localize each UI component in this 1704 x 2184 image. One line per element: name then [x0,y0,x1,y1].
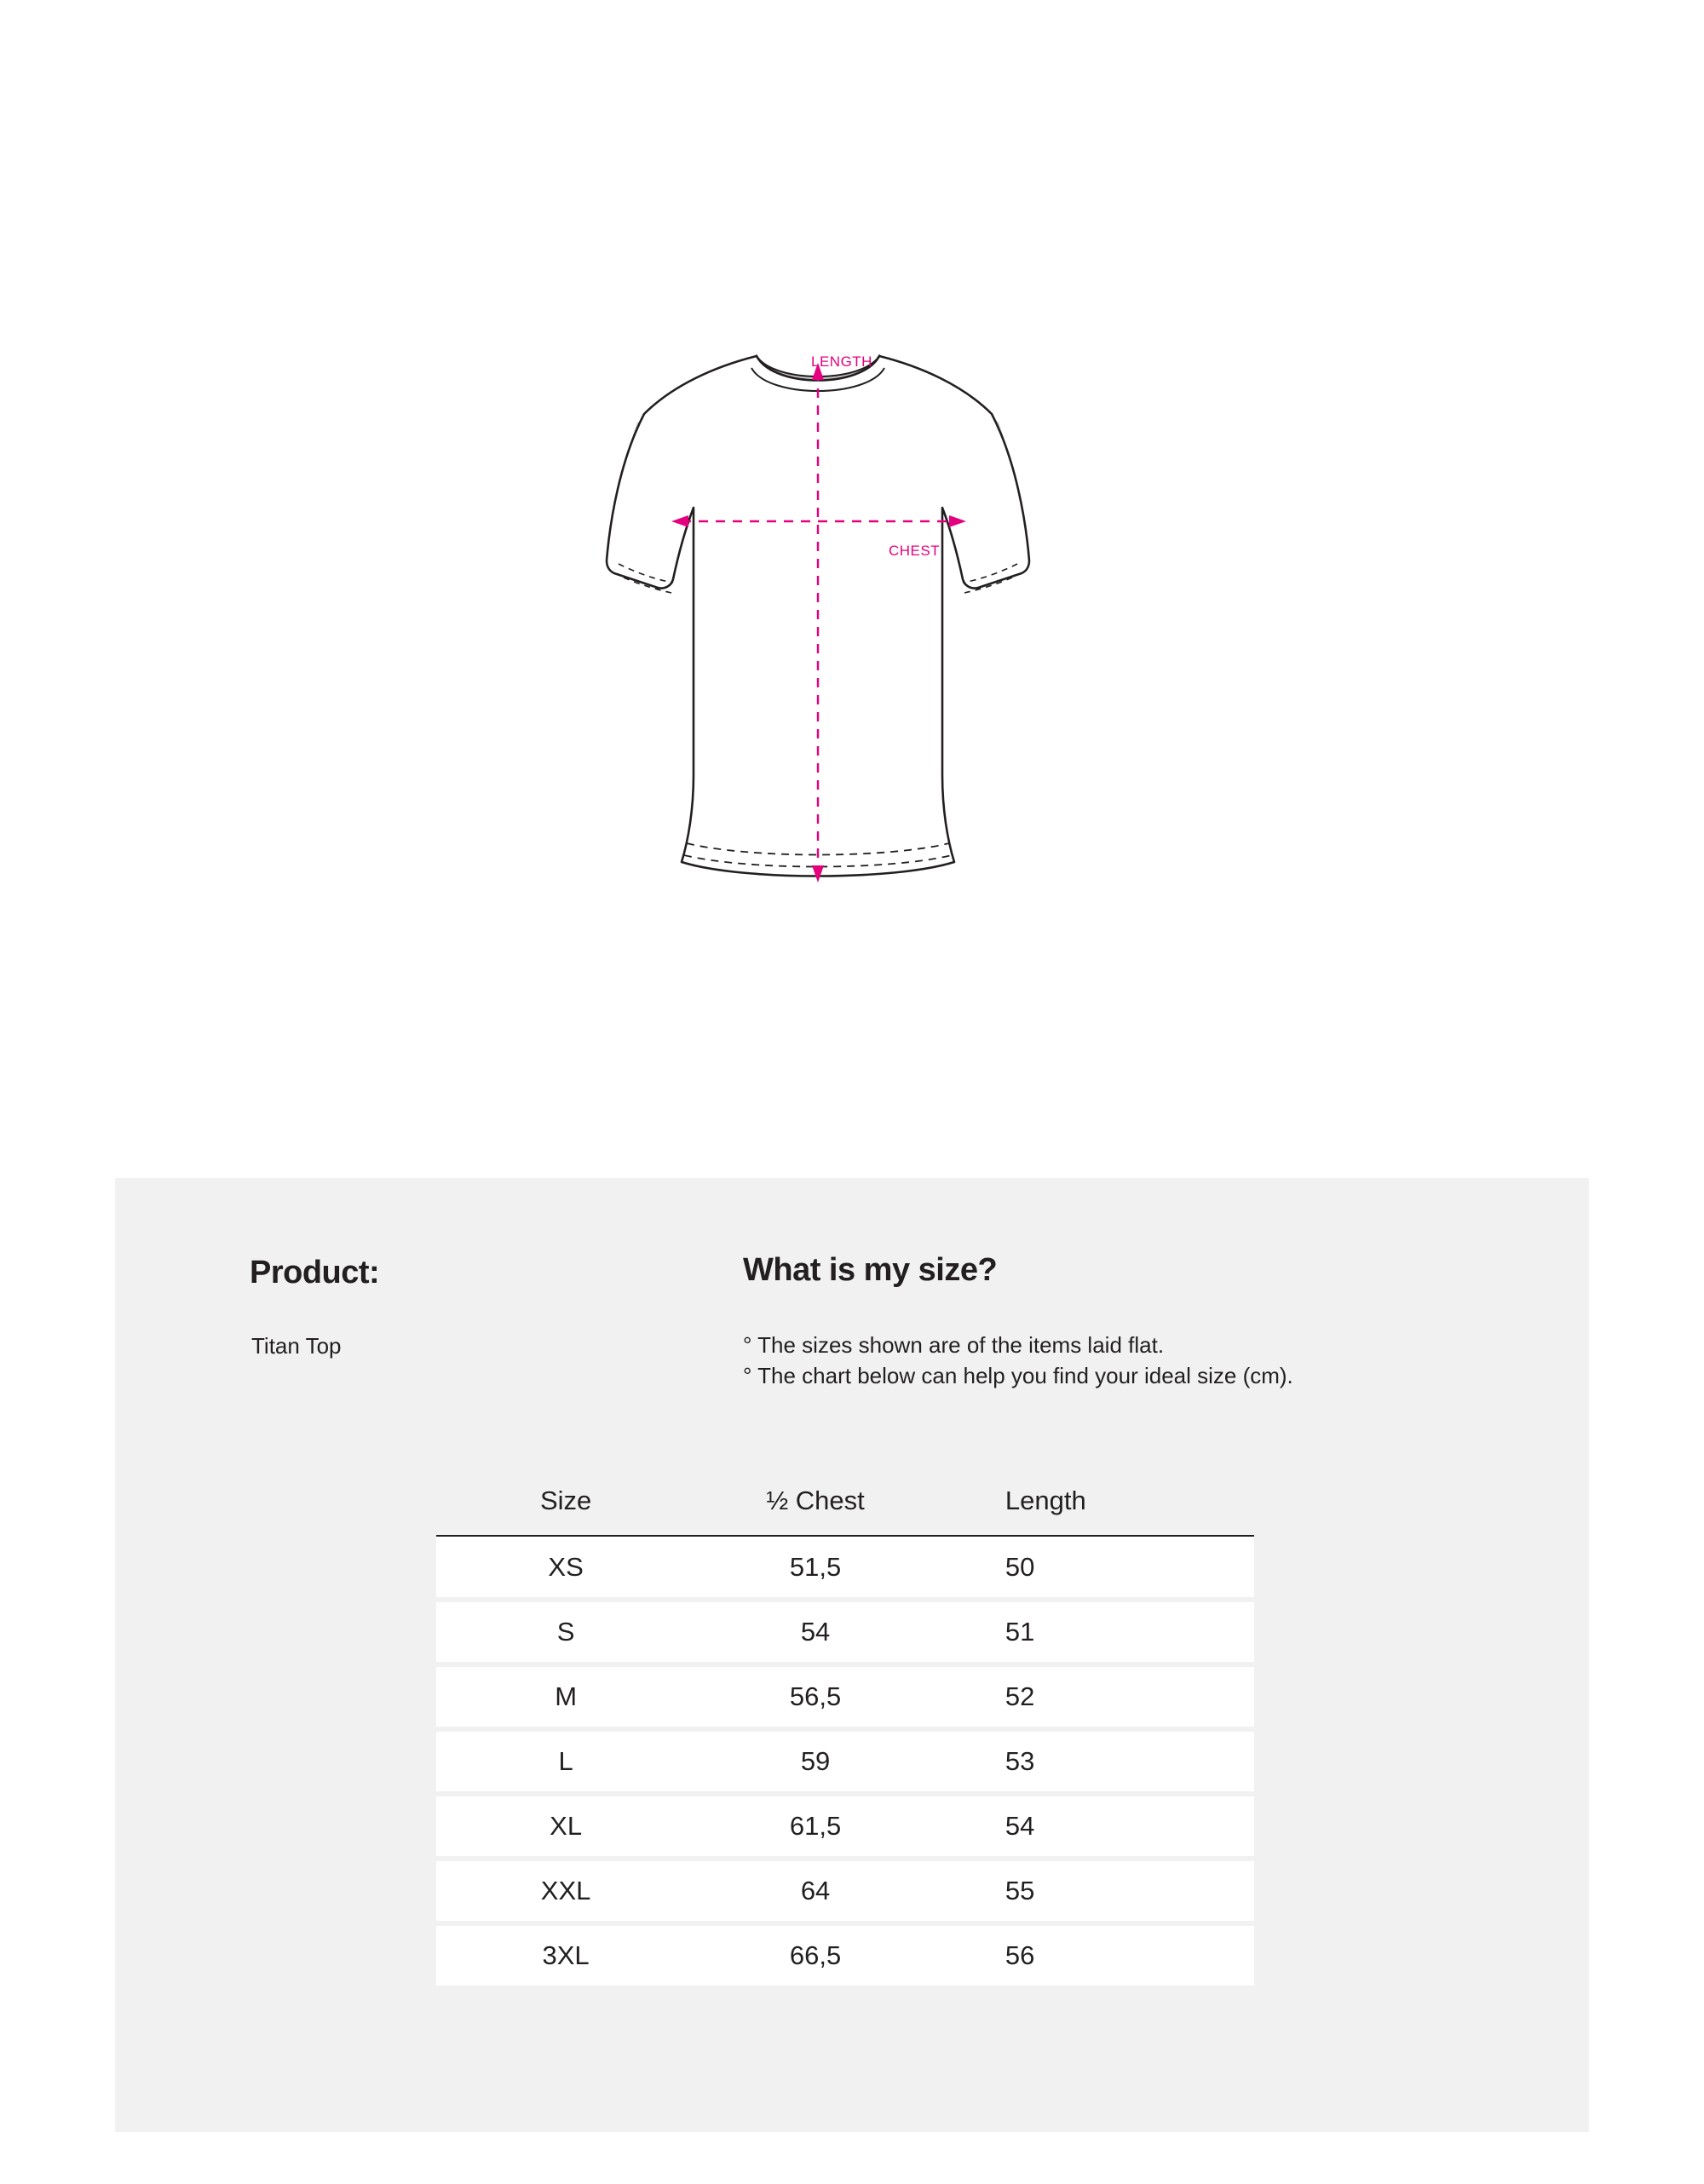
size-question-heading: What is my size? [743,1252,998,1288]
cell-size: M [436,1664,695,1729]
cell-size: XL [436,1794,695,1859]
table-row [436,1536,1254,1600]
cell-length: 53 [935,1729,1254,1794]
cell-half-chest: 61,5 [695,1794,935,1859]
cell-length: 50 [935,1536,1254,1600]
table-row [436,1859,1254,1923]
cell-half-chest: 54 [695,1600,935,1664]
table-header-row [436,1482,1254,1536]
table-row [436,1664,1254,1729]
cell-size: XS [436,1536,695,1600]
cell-size: L [436,1729,695,1794]
table-row [436,1729,1254,1794]
table-row [436,1794,1254,1859]
column-header-half-chest: ½ Chest [695,1482,935,1536]
size-note-2: ° The chart below can help you find your ideal size (cm). [743,1362,1293,1388]
size-note-1: ° The sizes shown are of the items laid flat. [743,1332,1165,1358]
cell-length: 54 [935,1794,1254,1859]
cell-length: 56 [935,1923,1254,1988]
tshirt-technical-drawing-icon [545,332,1091,886]
cell-size: S [436,1600,695,1664]
size-chart-table [436,1482,1254,1991]
table-row [436,1923,1254,1988]
column-header-size: Size [436,1482,695,1536]
cell-length: 51 [935,1600,1254,1664]
size-notes [743,1331,1293,1392]
cell-half-chest: 56,5 [695,1664,935,1729]
cell-length: 55 [935,1859,1254,1923]
cell-half-chest: 64 [695,1859,935,1923]
product-heading: Product: [250,1255,380,1290]
product-name: Titan Top [251,1333,342,1359]
length-dimension-label: LENGTH [811,353,872,370]
cell-half-chest: 59 [695,1729,935,1794]
chest-dimension-label: CHEST [889,543,941,559]
column-header-length: Length [935,1482,1254,1536]
cell-size: XXL [436,1859,695,1923]
cell-length: 52 [935,1664,1254,1729]
table-row [436,1600,1254,1664]
cell-size: 3XL [436,1923,695,1988]
cell-half-chest: 51,5 [695,1536,935,1600]
cell-half-chest: 66,5 [695,1923,935,1988]
